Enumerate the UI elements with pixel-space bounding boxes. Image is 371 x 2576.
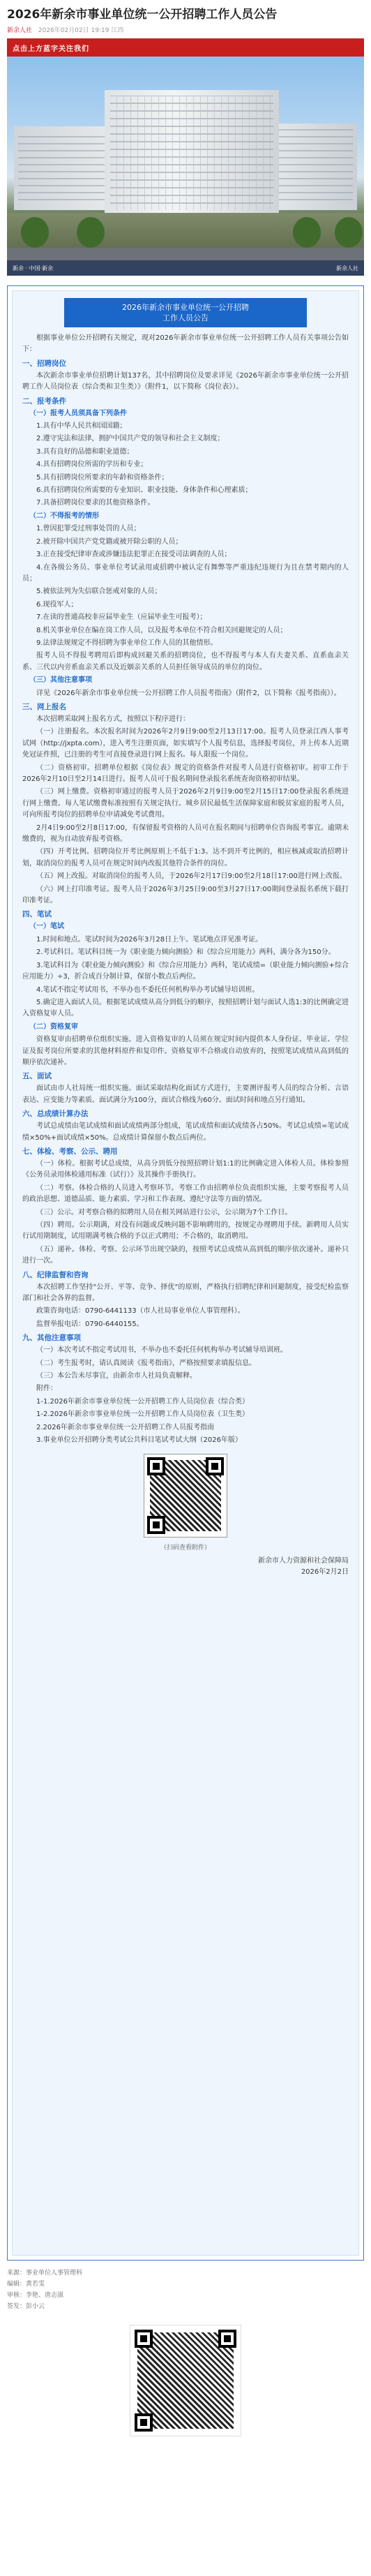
tree bbox=[293, 217, 321, 248]
paragraph: 5.被依法列为失信联合惩戒对象的人员； bbox=[36, 588, 162, 596]
announcement-paragraphs bbox=[22, 333, 349, 1447]
paragraph: 2月4日9:00至2月8日17:00，有保留报考资格的人员可在报名期间与招聘单位咨询报考事宜。逾期未缴费的，视为自动放弃报考资格。 bbox=[22, 824, 349, 844]
paragraph: 9.法律法规规定不得招聘为事业单位工作人员的其他情形。 bbox=[36, 639, 218, 647]
paragraph: 资格复审由招聘单位组织实施。进入资格复审的人员须在规定时间内提供本人身份证、毕业证、学位证及报考岗位所要求的其他材料原件和复印件。资格复审不合格或自动放弃的，按照笔试成绩从高到低的顺序依次递补。 bbox=[22, 1036, 349, 1066]
footer-qr-code[interactable] bbox=[130, 2325, 241, 2436]
section-heading: 四、笔试 bbox=[22, 910, 52, 919]
section-heading: 五、面试 bbox=[22, 1072, 52, 1081]
paragraph: 5.具有招聘岗位所要求的年龄和资格条件； bbox=[36, 473, 169, 482]
banner bbox=[7, 38, 364, 276]
paragraph: 3.笔试科目为《职业能力倾向测验》和《综合应用能力》两科，笔试成绩=（职业能力倾向测验+综合应用能力）÷3，折合成百分制计算，保留小数点后两位。 bbox=[22, 961, 349, 981]
paragraph: 8.机关事业单位在编在岗工作人员，以及报考本单位不符合相关回避规定的人员； bbox=[36, 626, 287, 634]
paragraph: （五）递补。体检、考察、公示环节出现空缺的，按照考试总成绩从高到低的顺序依次递补。递补只进行一次。 bbox=[22, 1245, 349, 1265]
paragraph: 3.正在接受纪律审查或涉嫌违法犯罪正在接受司法调查的人员； bbox=[36, 551, 232, 559]
signature-date: 2026年2月2日 bbox=[301, 1568, 349, 1576]
paragraph: （三）本公告未尽事宜，由新余市人社局负责解释。 bbox=[36, 1372, 197, 1380]
paragraph: （二）考生报考时，请认真阅读《报考指南》，严格按照要求填报信息。 bbox=[36, 1359, 256, 1367]
paragraph: 详见《2026年新余市事业单位统一公开招聘工作人员报考指南》（附件2，以下简称《报考指南》）。 bbox=[36, 689, 341, 697]
paragraph: 面试由市人社局统一组织实施。面试采取结构化面试方式进行，主要测评报考人员的综合分析、言语表达、应变能力等素质。面试满分为100分，面试合格线为60分。面试时间和地点另行通知。 bbox=[22, 1085, 349, 1104]
credit-line: 来源：事业单位人事管理科 bbox=[7, 2270, 83, 2277]
paragraph: 1-1.2026年新余市事业单位统一公开招聘工作人员岗位表（综合类） bbox=[36, 1397, 249, 1406]
paragraph: （三）公示。对考察合格的拟聘用人员在相关网站进行公示，公示期为7个工作日。 bbox=[36, 1208, 292, 1216]
heading-line: 2026年新余市事业单位统一公开招聘 bbox=[122, 303, 249, 312]
subsection-heading: （一）报考人员须具备下列条件 bbox=[29, 409, 127, 417]
paragraph: 1.时间和地点。笔试时间为2026年3月28日上午。笔试地点详见准考证。 bbox=[36, 935, 263, 944]
paragraph: 6.具有招聘岗位所需要的专业知识、职业技能、身体条件和心理素质； bbox=[36, 486, 252, 495]
paragraph: 监督举报电话：0790-6440155。 bbox=[36, 1320, 144, 1328]
paragraph: （四）聘用。公示期满，对没有问题或反映问题不影响聘用的，按规定办理聘用手续。新聘用人员实行试用期制度，试用期满考核合格的予以正式聘用；不合格的，取消聘用。 bbox=[22, 1221, 349, 1241]
announcement-heading bbox=[64, 298, 307, 327]
paragraph: 7.在读的普通高校非应届毕业生（应届毕业生可报考）； bbox=[36, 613, 207, 622]
paragraph: （六）网上打印准考证。报考人员于2026年3月25日9:00至3月27日17:00期间登录报名系统下载打印准考证。 bbox=[22, 885, 349, 905]
paragraph: 本次招聘工作坚持"公开、平等、竞争、择优"的原则，严格执行招聘纪律和回避制度，接受纪检监察部门和社会各界的监督。 bbox=[22, 1283, 349, 1303]
subsection-heading: （二）不得报考的情形 bbox=[29, 512, 99, 520]
source-link[interactable]: 新余人社 bbox=[7, 27, 33, 34]
paragraph: 政策咨询电话：0790-6441133（市人社局事业单位人事管理科）。 bbox=[36, 1307, 245, 1316]
article-meta bbox=[0, 25, 371, 38]
building-main bbox=[105, 90, 279, 216]
signature-block bbox=[22, 1556, 349, 1578]
announcement-body bbox=[12, 290, 359, 2256]
paragraph: 6.现役军人； bbox=[36, 600, 78, 609]
paragraph: 附件： bbox=[36, 1385, 57, 1393]
paragraph: （三）网上缴费。资格初审通过的报考人员于2026年2月9日9:00至2月15日17:00登录报名系统进行网上缴费。每人笔试缴费标准按照有关规定执行。城乡居民最低生活保障家庭和脱贫家庭的报考人员，可向所报考岗位的招聘单位申请减免考试费用。 bbox=[22, 788, 349, 819]
banner-strip-right: 新余人社 bbox=[336, 265, 358, 271]
publish-date: 2026年02月02日 19:19 bbox=[38, 27, 109, 34]
tree bbox=[21, 217, 49, 248]
subsection-heading: （三）其他注意事项 bbox=[29, 676, 92, 685]
follow-banner[interactable] bbox=[7, 38, 364, 57]
building-left bbox=[14, 126, 119, 210]
paragraph: （五）网上改报。对取消岗位的报考人员，于2026年2月17日9:00至2月18日17:00进行网上改报。 bbox=[36, 872, 347, 881]
paragraph: 2.遵守宪法和法律，拥护中国共产党的领导和社会主义制度； bbox=[36, 435, 225, 443]
tree bbox=[77, 217, 105, 248]
subsection-heading: （二）资格复审 bbox=[29, 1022, 78, 1031]
paragraph: （一）注册报名。本次报名时间为2026年2月9日9:00至2月13日17:00。报考人员登录江西人事考试网（http://jxpta.com），进入考生注册页面，如实填写个人报考信息，选择报考岗位，并上传本人近期免冠证件照，已注册的考生可直接登录进行网上报名。每人限报一个岗位。 bbox=[22, 728, 349, 759]
heading-line: 工作人员公告 bbox=[162, 313, 209, 322]
paragraph: 5.确定进入面试人员。根据笔试成绩从高分到低分的顺序，按照招聘计划与面试人选1:3的比例确定进入资格复审人员。 bbox=[22, 998, 349, 1018]
paragraph: 4.具有招聘岗位所需的学历和专业； bbox=[36, 461, 148, 469]
paragraph: 3.具有良好的品德和职业道德； bbox=[36, 447, 134, 456]
paragraph: 1-2.2026年新余市事业单位统一公开招聘工作人员岗位表（卫生类） bbox=[36, 1410, 249, 1419]
paragraph: 7.具备招聘岗位要求的其他资格条件。 bbox=[36, 499, 155, 507]
section-heading: 六、总成绩计算办法 bbox=[22, 1110, 89, 1119]
paragraph: 4.笔试不指定考试用书，不举办也不委托任何机构举办考试辅导培训班。 bbox=[36, 985, 259, 994]
banner-strip bbox=[7, 260, 364, 276]
follow-caption: 点击上方蓝字关注我们 bbox=[13, 45, 89, 53]
section-heading: 七、体检、考察、公示、聘用 bbox=[22, 1147, 118, 1156]
paragraph: （一）体检。根据考试总成绩，从高分到低分按照招聘计划1:1的比例确定进入体检人员。体检参照《公务员录用体检通用标准（试行）》及其操作手册执行。 bbox=[22, 1159, 349, 1179]
attachment-qr-area bbox=[22, 1454, 349, 1551]
paragraph: 本次新余市事业单位招聘计划137名，其中招聘岗位及要求详见《2026年新余市事业单位统一公开招聘工作人员岗位表（综合类和卫生类）》（附件1，以下简称《岗位表》）。 bbox=[22, 371, 349, 392]
article-title: 2026年新余市事业单位统一公开招聘工作人员公告 bbox=[7, 8, 278, 22]
attachment-qr-code[interactable] bbox=[144, 1454, 227, 1538]
paragraph: （二）考察。体检合格的人员进入考察环节。考察工作由招聘单位负责组织实施，主要考察报考人员的政治思想、道德品质、能力素质、学习和工作表现、遵纪守法等方面的情况。 bbox=[22, 1184, 349, 1204]
credit-line: 签发：彭小云 bbox=[7, 2303, 45, 2310]
section-heading: 九、其他注意事项 bbox=[22, 1334, 81, 1343]
footer-credits bbox=[0, 2261, 371, 2312]
paragraph: 2.考试科目。笔试科目统一为《职业能力倾向测验》和《综合应用能力》两科，满分各为150分。 bbox=[36, 948, 335, 957]
paragraph: 1.曾因犯罪受过刑事处罚的人员； bbox=[36, 525, 141, 533]
building-right bbox=[273, 124, 357, 210]
paragraph: 本次招聘采取网上报名方式，按照以下程序进行： bbox=[36, 715, 190, 723]
paragraph: （一）本次考试不指定考试用书，不举办也不委托任何机构举办考试辅导培训班。 bbox=[36, 1346, 287, 1355]
publish-location: 江西 bbox=[111, 27, 124, 34]
section-heading: 二、报考条件 bbox=[22, 396, 66, 405]
credit-line: 审核：李艳、唐志强 bbox=[7, 2292, 64, 2299]
paragraph: （二）资格初审。招聘单位根据《岗位表》规定的资格条件对报考人员进行资格初审。初审工作于2026年2月10日至2月14日进行。报考人员可于报名期间登录报名系统查询资格初审结果。 bbox=[22, 764, 349, 783]
paragraph: 1.具有中华人民共和国国籍； bbox=[36, 422, 127, 431]
banner-strip-left: 新余 · 中国·新余 bbox=[13, 265, 54, 271]
paragraph: 2.被开除中国共产党党籍或被开除公职的人员； bbox=[36, 537, 183, 546]
credit-line: 编辑：黄若雯 bbox=[7, 2281, 45, 2288]
subsection-heading: （一）笔试 bbox=[29, 923, 64, 931]
banner-photo bbox=[7, 57, 364, 276]
tree bbox=[335, 217, 363, 248]
paragraph: 2.2026年新余市事业单位统一公开招聘工作人员报考指南 bbox=[36, 1423, 214, 1431]
paragraph: 根据事业单位公开招聘有关规定，现对2026年新余市事业单位统一公开招聘工作人员有关事项公告如下： bbox=[22, 334, 349, 354]
announcement-box bbox=[7, 285, 364, 2261]
paragraph: 4.在各级公务员、事业单位考试录用或招聘中被认定有舞弊等严重违纪违规行为且在禁考期内的人员； bbox=[22, 563, 349, 583]
paragraph: 3.事业单位公开招聘分类考试公共科目笔试考试大纲（2026年版） bbox=[36, 1436, 242, 1445]
section-heading: 八、纪律监督和咨询 bbox=[22, 1270, 89, 1279]
paragraph: （四）开考比例。招聘岗位开考比例原则上不低于1:3。达不到开考比例的，相应核减或取消招聘计划，取消岗位的报考人员可在规定时间内改报其他符合条件的岗位。 bbox=[22, 848, 349, 868]
signature-org: 新余市人力资源和社会保障局 bbox=[258, 1556, 349, 1565]
paragraph: 考试总成绩由笔试成绩和面试成绩两部分组成，笔试成绩和面试成绩各占50%。考试总成绩=笔试成绩×50%+面试成绩×50%。总成绩计算保留小数点后两位。 bbox=[22, 1122, 349, 1142]
section-heading: 一、招聘岗位 bbox=[22, 359, 66, 368]
paragraph: 报考人员不得报考聘用后即构成回避关系的招聘岗位，也不得报考与本人有夫妻关系、直系血亲关系、三代以内旁系血亲关系以及近姻亲关系的人员担任领导成员的单位的岗位。 bbox=[22, 652, 349, 671]
qr-caption: （扫码查看附件） bbox=[160, 1544, 211, 1551]
section-heading: 三、网上报名 bbox=[22, 702, 66, 711]
